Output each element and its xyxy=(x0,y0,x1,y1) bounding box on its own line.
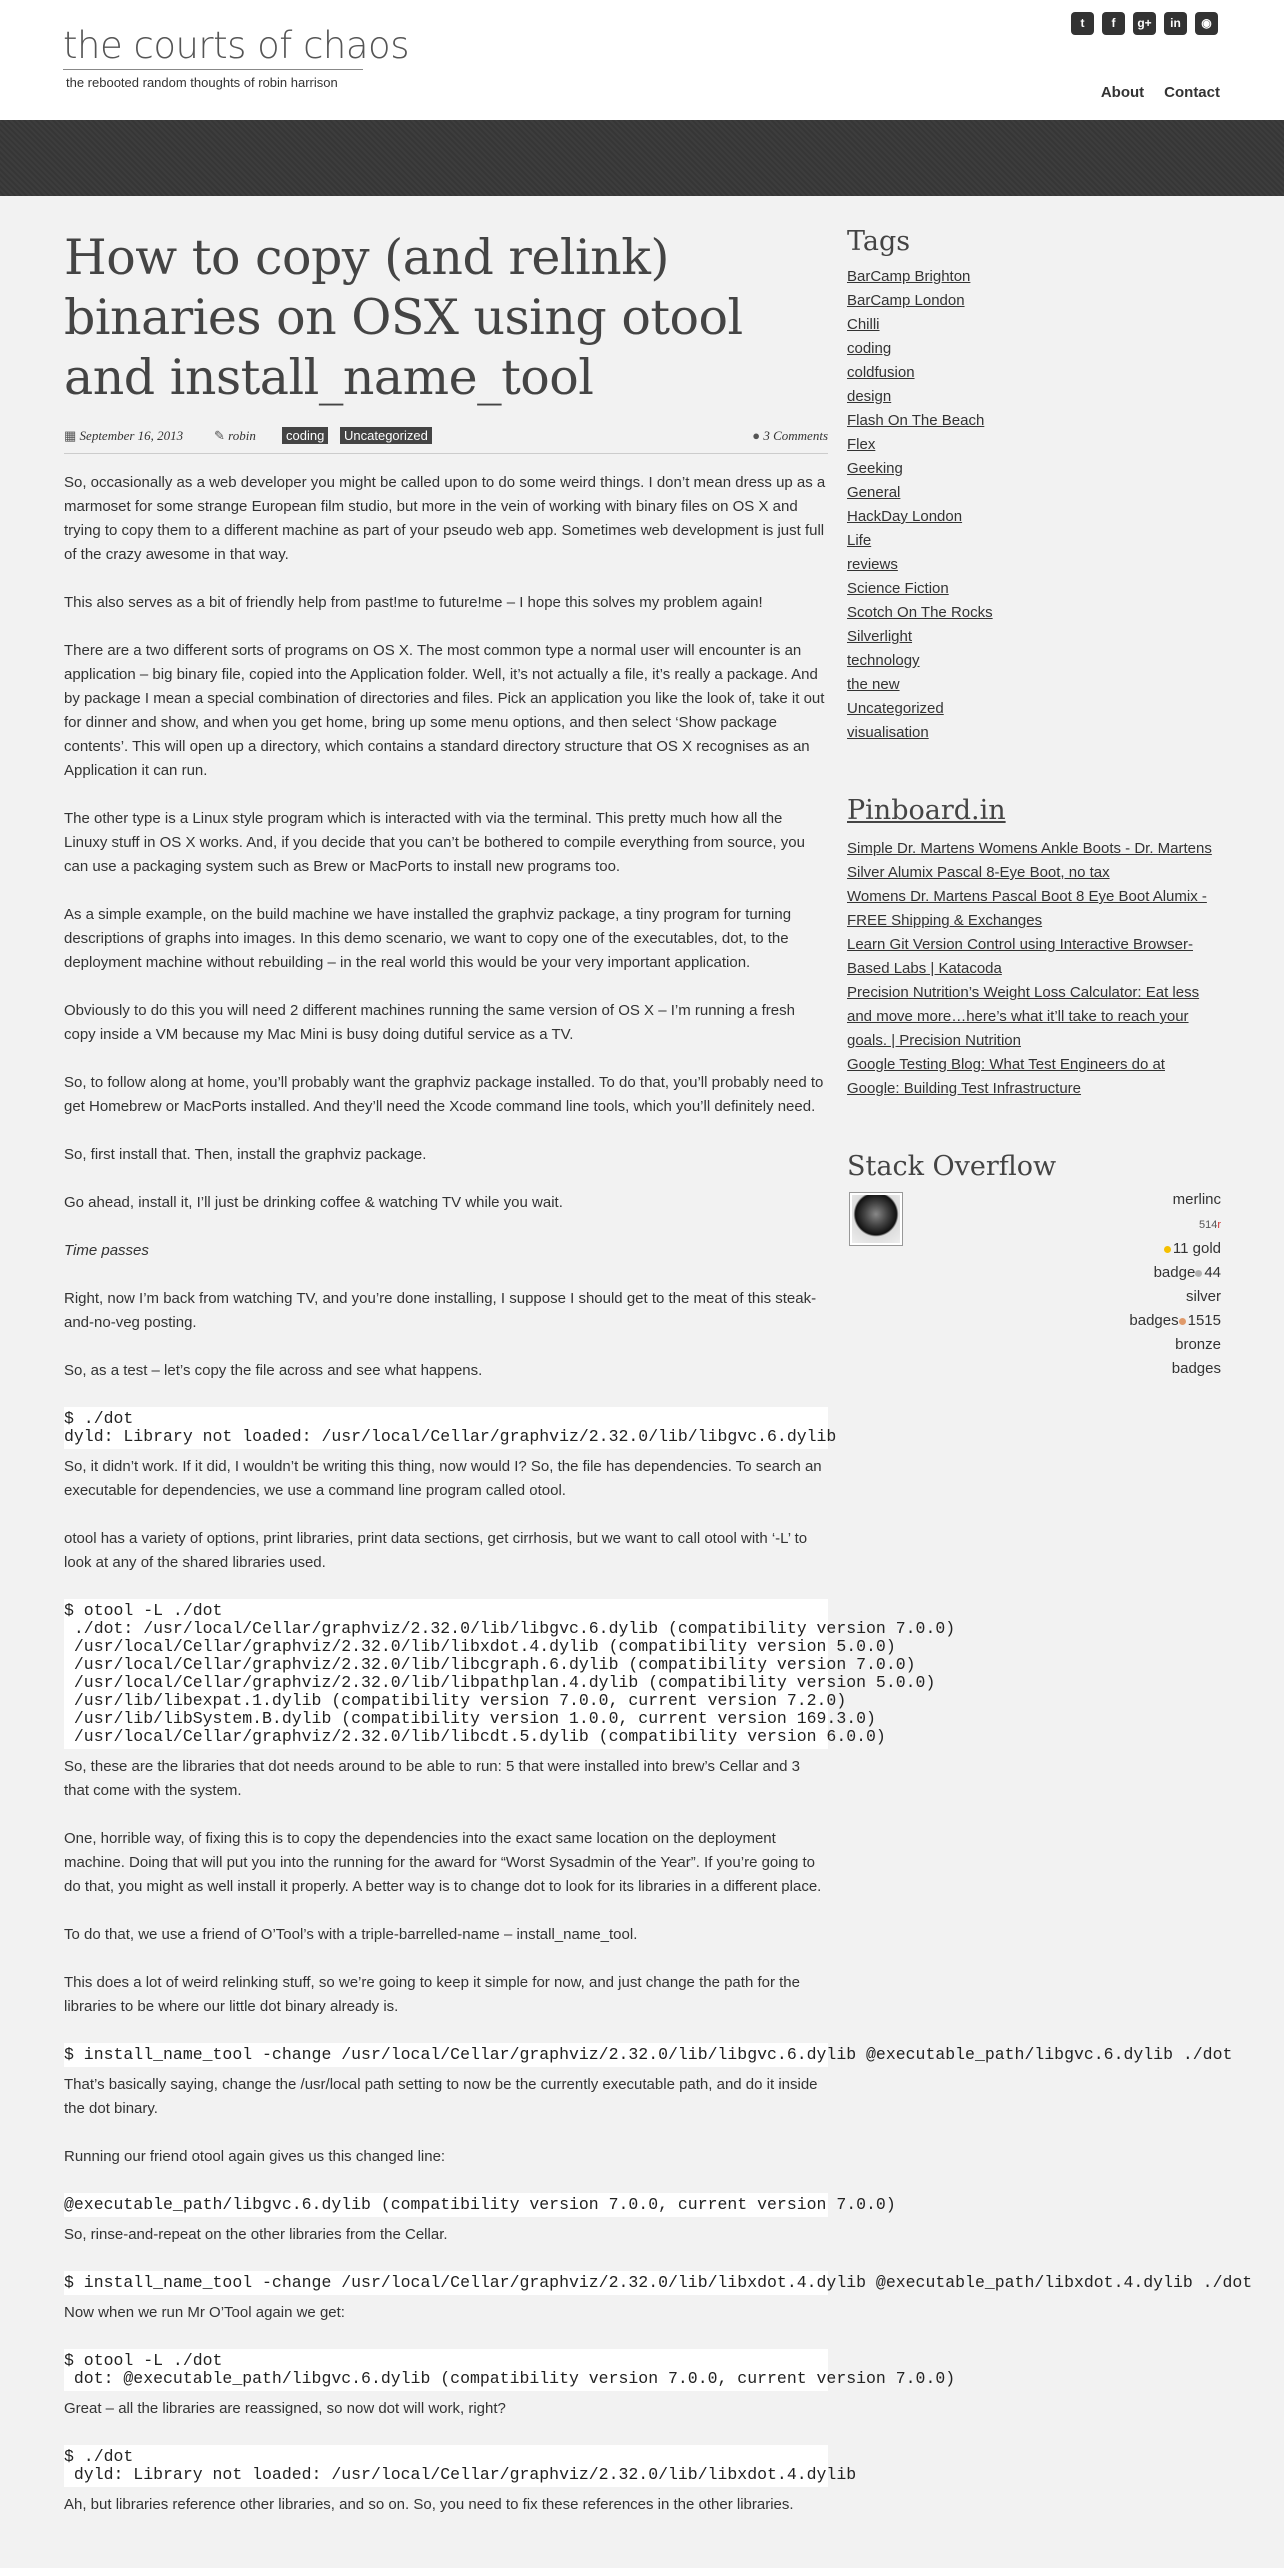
paragraph: So, to follow along at home, you’ll probably want the graphviz package installed. To do that, you’ll probably need to get Homebrew or MacPorts installed. And they’ll need the Xcode command line tools, which you’ll definitely need. xyxy=(64,1074,824,1115)
code-block: $ ./dot dyld: Library not loaded: /usr/local/Cellar/graphviz/2.32.0/lib/libgvc.6.dylib xyxy=(64,1407,828,1449)
tag-item xyxy=(847,361,1221,385)
paragraph: This does a lot of weird relinking stuff, so we’re going to keep it simple for now, and just change the path for the libraries to be where our little dot binary already is. xyxy=(64,1974,800,2015)
so-rep-suffix: r xyxy=(1217,1219,1221,1231)
stackoverflow-flair xyxy=(847,1188,1221,1388)
tag-link[interactable]: Flash On The Beach xyxy=(847,412,985,429)
tag-link[interactable]: Geeking xyxy=(847,460,903,477)
tag-link[interactable]: Silverlight xyxy=(847,628,913,645)
comment-icon: ● xyxy=(752,428,761,443)
tags-title: Tags xyxy=(847,226,911,257)
tag-item xyxy=(847,337,1221,361)
site-header xyxy=(0,0,1284,120)
pinboard-list xyxy=(847,837,1221,1101)
paragraph: So, first install that. Then, install the graphviz package. xyxy=(64,1146,427,1163)
post-date-text: September 16, 2013 xyxy=(79,428,184,443)
paragraph: Obviously to do this you will need 2 different machines running the same version of OS X – I’m running a fresh copy inside a VM because my Mac Mini is busy doing dutiful service as a TV. xyxy=(64,1002,795,1043)
tag-link[interactable]: reviews xyxy=(847,556,898,573)
nav-about[interactable]: About xyxy=(1100,84,1145,101)
tag-item xyxy=(847,481,1221,505)
main-nav xyxy=(1101,84,1220,101)
tag-item xyxy=(847,649,1221,673)
tag-link[interactable]: Chilli xyxy=(847,316,880,333)
tag-link[interactable]: visualisation xyxy=(847,724,929,741)
tag-link[interactable]: design xyxy=(847,388,892,405)
paragraph: otool has a variety of options, print libraries, print data sections, get cirrhosis, but we want to call otool with ‘-L’ to look at any of the shared libraries used. xyxy=(64,1530,808,1571)
pinboard-link[interactable]: Simple Dr. Martens Womens Ankle Boots - Dr. Martens Silver Alumix Pascal 8-Eye Boot, no tax xyxy=(847,840,1212,881)
paragraph: This also serves as a bit of friendly help from past!me to future!me – I hope this solves my problem again! xyxy=(64,594,763,611)
tag-item xyxy=(847,433,1221,457)
post-comments-text: 3 Comments xyxy=(763,428,828,443)
tag-link[interactable]: Scotch On The Rocks xyxy=(847,604,993,621)
pinboard-item xyxy=(847,885,1221,933)
tag-link[interactable]: coldfusion xyxy=(847,364,915,381)
post-author[interactable] xyxy=(214,428,256,444)
tag-link[interactable]: Life xyxy=(847,532,872,549)
paragraph: There are a two different sorts of programs on OS X. The most common type a normal user will encounter is an application – big binary file, copied into the Application folder. Well, it’s not actually a file, it’s really a package. And by package I mean a special combination of directories and files. Pick an application you like the look of, take it out for dinner and show, and when you get home, bring up some menu options, and then select ‘Show package contents’. This will open up a directory, which contains a standard directory structure that OS X recognises as an Application it can run. xyxy=(64,642,825,779)
paragraph: Great – all the libraries are reassigned, so now dot will work, right? xyxy=(64,2400,506,2417)
social-links xyxy=(1071,12,1218,35)
tag-link[interactable]: Uncategorized xyxy=(847,700,944,717)
tag-link[interactable]: technology xyxy=(847,652,920,669)
pinboard-item xyxy=(847,981,1221,1053)
pencil-icon: ✎ xyxy=(214,428,225,443)
google-plus-icon[interactable]: g+ xyxy=(1133,12,1156,35)
calendar-icon: ▦ xyxy=(64,428,77,443)
tag-item xyxy=(847,577,1221,601)
stackoverflow-info xyxy=(1129,1188,1221,1381)
post-author-text: robin xyxy=(228,428,256,443)
stackoverflow-title: Stack Overflow xyxy=(847,1151,1057,1182)
so-badge-label: badge xyxy=(1153,1264,1196,1281)
so-reputation: 514 xyxy=(1198,1219,1218,1231)
tag-item xyxy=(847,385,1221,409)
code-block: $ otool -L ./dot dot: @executable_path/libgvc.6.dylib (compatibility version 7.0.0, current version 7.0.0) xyxy=(64,2349,828,2391)
tag-item xyxy=(847,265,1221,289)
post-meta xyxy=(64,428,828,454)
post-tag-uncategorized[interactable]: Uncategorized xyxy=(340,427,432,444)
so-silver-label: silver xyxy=(1185,1288,1221,1305)
github-icon[interactable]: ◉ xyxy=(1195,12,1218,35)
tag-link[interactable]: BarCamp Brighton xyxy=(847,268,971,285)
tag-item xyxy=(847,505,1221,529)
header-banner xyxy=(0,120,1284,196)
pinboard-item xyxy=(847,1053,1221,1101)
paragraph: As a simple example, on the build machine we have installed the graphviz package, a tiny program for turning descriptions of graphs into images. In this demo scenario, we want to copy one of the executables, dot, to the deployment machine without rebuilding – in the real world this would be your very important application. xyxy=(64,906,792,971)
twitter-icon[interactable]: t xyxy=(1071,12,1094,35)
post-title[interactable]: How to copy (and relink) binaries on OSX using otool and install_name_tool xyxy=(64,229,743,406)
nav-contact[interactable]: Contact xyxy=(1164,84,1220,101)
tag-item xyxy=(847,313,1221,337)
pinboard-link[interactable]: Google Testing Blog: What Test Engineers do at Google: Building Test Infrastructure xyxy=(847,1056,1165,1097)
tag-list xyxy=(847,265,1221,745)
paragraph: So, it didn’t work. If it did, I wouldn’t be writing this thing, now would I? So, the file has dependencies. To search an executable for dependencies, we use a command line program called otool. xyxy=(64,1458,822,1499)
emphasis-paragraph: Time passes xyxy=(64,1242,149,1259)
tag-link[interactable]: Flex xyxy=(847,436,876,453)
pinboard-link[interactable]: Precision Nutrition’s Weight Loss Calculator: Eat less and move more…here’s what it’ll take to reach your goals. | Precision Nutrition xyxy=(847,984,1200,1049)
silver-badge-icon xyxy=(1195,1270,1202,1277)
tag-item xyxy=(847,673,1221,697)
so-bronze-count: 1515 xyxy=(1187,1312,1221,1329)
so-badges-label: badges xyxy=(1129,1312,1179,1329)
facebook-icon[interactable]: f xyxy=(1102,12,1125,35)
post-comments[interactable] xyxy=(752,428,828,444)
tag-item xyxy=(847,697,1221,721)
tag-item xyxy=(847,289,1221,313)
paragraph: To do that, we use a friend of O’Tool’s with a triple-barrelled-name – install_name_tool. xyxy=(64,1926,638,1943)
tag-item xyxy=(847,553,1221,577)
tag-link[interactable]: General xyxy=(847,484,901,501)
site-tagline: the rebooted random thoughts of robin harrison xyxy=(66,75,338,90)
avatar[interactable] xyxy=(849,1192,903,1246)
site-title[interactable]: the courts of chaos xyxy=(63,24,409,67)
code-block: @executable_path/libgvc.6.dylib (compatibility version 7.0.0, current version 7.0.0) xyxy=(64,2193,828,2217)
pinboard-title[interactable]: Pinboard.in xyxy=(847,795,1006,826)
linkedin-icon[interactable]: in xyxy=(1164,12,1187,35)
post-tag-coding[interactable]: coding xyxy=(282,427,328,444)
tag-item xyxy=(847,409,1221,433)
so-silver-count: 44 xyxy=(1204,1264,1221,1281)
code-block: $ install_name_tool -change /usr/local/Cellar/graphviz/2.32.0/lib/libxdot.4.dylib @executable_path/libxdot.4.dylib ./dot xyxy=(64,2271,828,2295)
tag-item xyxy=(847,529,1221,553)
so-bronze-label: bronze xyxy=(1175,1336,1221,1353)
paragraph: One, horrible way, of fixing this is to copy the dependencies into the exact same location on the deployment machine. Doing that will put you into the running for the award for “Worst Sysadmin of the Year”. If you’re going to do that, you might as well install it properly. A better way is to change dot to look for its libraries in a different place. xyxy=(64,1830,822,1895)
tag-item xyxy=(847,625,1221,649)
pinboard-link[interactable]: Womens Dr. Martens Pascal Boot 8 Eye Boot Alumix - FREE Shipping & Exchanges xyxy=(847,888,1207,929)
so-badges-label-2: badges xyxy=(1171,1360,1221,1377)
paragraph: Running our friend otool again gives us this changed line: xyxy=(64,2148,446,2165)
code-block: $ install_name_tool -change /usr/local/Cellar/graphviz/2.32.0/lib/libgvc.6.dylib @executable_path/libgvc.6.dylib ./dot xyxy=(64,2043,828,2067)
pinboard-item xyxy=(847,837,1221,885)
gold-badge-icon xyxy=(1164,1246,1171,1253)
tag-link[interactable]: Science Fiction xyxy=(847,580,949,597)
paragraph: So, these are the libraries that dot needs around to be able to run: 5 that were installed into brew’s Cellar and 3 that come with the system. xyxy=(64,1758,801,1799)
so-username[interactable]: merlinc xyxy=(1172,1191,1221,1208)
sidebar xyxy=(847,196,1221,1388)
tag-item xyxy=(847,601,1221,625)
paragraph: So, occasionally as a web developer you might be called upon to do some weird things. I don’t mean dress up as a marmoset for some strange European film studio, but more in the vein of working with binary files on OS X and trying to copy them to a different machine as part of your pseudo web app. Sometimes web development is just full of the crazy awesome in that way. xyxy=(64,474,826,563)
tag-item xyxy=(847,721,1221,745)
pinboard-item xyxy=(847,933,1221,981)
paragraph: Ah, but libraries reference other libraries, and so on. So, you need to fix these references in the other libraries. xyxy=(64,2496,794,2513)
tag-link[interactable]: BarCamp London xyxy=(847,292,965,309)
paragraph: Right, now I’m back from watching TV, and you’re done installing, I suppose I should get to the meat of this steak-and-no-veg posting. xyxy=(64,1290,817,1331)
title-divider xyxy=(63,69,363,70)
bronze-badge-icon xyxy=(1179,1318,1186,1325)
paragraph: Go ahead, install it, I’ll just be drinking coffee & watching TV while you wait. xyxy=(64,1194,563,1211)
paragraph: So, rinse-and-repeat on the other libraries from the Cellar. xyxy=(64,2226,448,2243)
post-date xyxy=(64,428,183,444)
paragraph: So, as a test – let’s copy the file across and see what happens. xyxy=(64,1362,483,1379)
tag-link[interactable]: the new xyxy=(847,676,900,693)
pinboard-link[interactable]: Learn Git Version Control using Interactive Browser-Based Labs | Katacoda xyxy=(847,936,1193,977)
code-block: $ ./dot dyld: Library not loaded: /usr/local/Cellar/graphviz/2.32.0/lib/libxdot.4.dylib xyxy=(64,2445,828,2487)
code-block: $ otool -L ./dot ./dot: /usr/local/Cellar/graphviz/2.32.0/lib/libgvc.6.dylib (compatibility version 7.0.0) /usr/local/Cellar/graphviz/2.32.0/lib/libxdot.4.dylib (compatibility version 5.0.0) /usr/local/Cellar/graphviz/2.32.0/lib/libcgraph.6.dylib (compatibility version 7.0.0) /usr/local/Cellar/graphviz/2.32.0/lib/libpathplan.4.dylib (compatibility version 5.0.0) /usr/lib/libexpat.1.dylib (compatibility version 7.0.0, current version 7.2.0) /usr/lib/libSystem.B.dylib (compatibility version 1.0.0, current version 169.3.0) /usr/local/Cellar/graphviz/2.32.0/lib/libcdt.5.dylib (compatibility version 6.0.0) xyxy=(64,1599,828,1749)
paragraph: That’s basically saying, change the /usr/local path setting to now be the currently executable path, and do it inside the dot binary. xyxy=(64,2076,818,2117)
paragraph: The other type is a Linux style program which is interacted with via the terminal. This pretty much how all the Linuxy stuff in OS X works. And, if you decide that you can’t be bothered to compile everything from source, you can use a packaging system such as Brew or MacPorts to install new programs too. xyxy=(64,810,805,875)
tag-item xyxy=(847,457,1221,481)
tag-link[interactable]: HackDay London xyxy=(847,508,963,525)
tag-link[interactable]: coding xyxy=(847,340,892,357)
so-gold: 11 gold xyxy=(1172,1240,1221,1257)
paragraph: Now when we run Mr O’Tool again we get: xyxy=(64,2304,345,2321)
